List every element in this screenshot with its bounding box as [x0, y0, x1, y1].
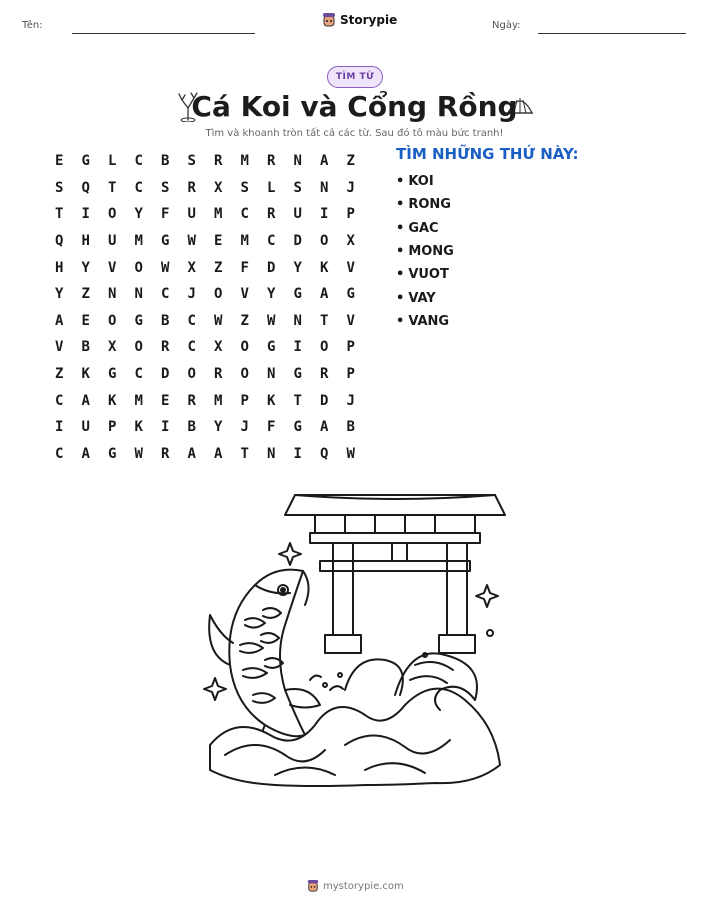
grid-letter[interactable]: Z — [81, 286, 90, 303]
grid-letter[interactable]: Q — [55, 233, 64, 250]
grid-letter[interactable]: G — [134, 312, 143, 329]
grid-letter[interactable]: N — [267, 366, 276, 383]
grid-letter[interactable]: Q — [320, 445, 329, 462]
grid-letter[interactable]: D — [161, 366, 170, 383]
grid-letter[interactable]: O — [134, 339, 143, 356]
grid-letter[interactable]: W — [187, 233, 196, 250]
grid-letter[interactable]: T — [55, 206, 64, 223]
grid-letter[interactable]: R — [187, 392, 196, 409]
grid-letter[interactable]: M — [214, 392, 223, 409]
bullet: • — [396, 313, 405, 329]
word-label: RONG — [408, 197, 451, 213]
grid-letter[interactable]: O — [214, 286, 223, 303]
grid-letter[interactable]: L — [267, 179, 276, 196]
grid-letter[interactable]: K — [134, 419, 143, 436]
grid-row — [46, 308, 364, 335]
word-label: GAC — [408, 220, 439, 236]
grid-row — [46, 281, 364, 308]
grid-letter[interactable]: Q — [81, 179, 90, 196]
bullet: • — [396, 244, 405, 260]
word-list-item — [396, 263, 454, 286]
grid-letter[interactable]: Y — [134, 206, 143, 223]
grid-row — [46, 175, 364, 202]
grid-letter[interactable]: U — [187, 206, 196, 223]
grid-letter[interactable]: E — [214, 233, 223, 250]
grid-letter[interactable]: I — [55, 419, 64, 436]
grid-letter[interactable]: U — [81, 419, 90, 436]
grid-letter[interactable]: U — [108, 233, 117, 250]
grid-letter[interactable]: D — [267, 259, 276, 276]
grid-letter[interactable]: N — [293, 312, 302, 329]
grid-letter[interactable]: H — [81, 233, 90, 250]
grid-letter[interactable]: I — [293, 339, 302, 356]
grid-letter[interactable]: A — [320, 286, 329, 303]
grid-letter[interactable]: K — [267, 392, 276, 409]
grid-letter[interactable]: G — [267, 339, 276, 356]
grid-letter[interactable]: G — [293, 286, 302, 303]
grid-letter[interactable]: X — [214, 179, 223, 196]
instructions: Tìm và khoanh tròn tất cả các từ. Sau đó tô màu bức tranh! — [205, 128, 504, 139]
koi-gate-illustration — [195, 485, 515, 805]
grid-letter[interactable]: W — [267, 312, 276, 329]
grid-letter[interactable]: P — [346, 339, 355, 356]
grid-letter[interactable]: V — [346, 312, 355, 329]
name-label: Tên: — [22, 20, 43, 31]
grid-letter[interactable]: A — [320, 153, 329, 170]
word-list-item — [396, 240, 454, 263]
grid-letter[interactable]: B — [187, 419, 196, 436]
grid-letter[interactable]: C — [55, 392, 64, 409]
grid-letter[interactable]: W — [134, 445, 143, 462]
grid-row — [46, 414, 364, 441]
grid-letter[interactable]: J — [346, 179, 355, 196]
grid-letter[interactable]: O — [320, 233, 329, 250]
grid-letter[interactable]: T — [108, 179, 117, 196]
word-label: KOI — [408, 174, 434, 190]
bullet: • — [396, 197, 405, 213]
grid-letter[interactable]: X — [187, 259, 196, 276]
grid-letter[interactable]: S — [161, 179, 170, 196]
page-title: Cá Koi và Cổng Rồng — [191, 90, 518, 123]
grid-letter[interactable]: M — [134, 233, 143, 250]
grid-letter[interactable]: M — [240, 233, 249, 250]
grid-letter[interactable]: R — [187, 179, 196, 196]
grid-letter[interactable]: E — [55, 153, 64, 170]
grid-letter[interactable]: W — [161, 259, 170, 276]
activity-badge: TÌM TỪ — [327, 66, 383, 88]
grid-letter[interactable]: C — [240, 206, 249, 223]
grid-letter[interactable]: P — [108, 419, 117, 436]
grid-letter[interactable]: W — [214, 312, 223, 329]
word-label: VANG — [408, 313, 450, 329]
grid-row — [46, 228, 364, 255]
grid-letter[interactable]: T — [240, 445, 249, 462]
bullet: • — [396, 267, 405, 283]
footer-url: mystorypie.com — [323, 880, 404, 892]
grid-letter[interactable]: Y — [81, 259, 90, 276]
grid-letter[interactable]: B — [346, 419, 355, 436]
grid-letter[interactable]: G — [108, 366, 117, 383]
grid-letter[interactable]: Z — [346, 153, 355, 170]
brand-logo — [322, 12, 397, 28]
grid-letter[interactable]: B — [161, 153, 170, 170]
grid-letter[interactable]: V — [108, 259, 117, 276]
grid-letter[interactable]: C — [134, 179, 143, 196]
grid-letter[interactable]: R — [320, 366, 329, 383]
grid-letter[interactable]: X — [346, 233, 355, 250]
bullet: • — [396, 290, 405, 306]
grid-letter[interactable]: G — [161, 233, 170, 250]
storypie-mascot-icon — [322, 12, 336, 28]
grid-letter[interactable]: G — [108, 445, 117, 462]
grid-row — [46, 387, 364, 414]
grid-letter[interactable]: A — [320, 419, 329, 436]
bullet: • — [396, 220, 405, 236]
word-list-item — [396, 217, 454, 240]
grid-letter[interactable]: P — [240, 392, 249, 409]
grid-letter[interactable]: F — [267, 419, 276, 436]
grid-letter[interactable]: N — [293, 153, 302, 170]
grid-letter[interactable]: P — [346, 206, 355, 223]
grid-letter[interactable]: D — [320, 392, 329, 409]
grid-letter[interactable]: Y — [214, 419, 223, 436]
grid-letter[interactable]: R — [214, 366, 223, 383]
grid-letter[interactable]: D — [293, 233, 302, 250]
grid-letter[interactable]: G — [81, 153, 90, 170]
grid-letter[interactable]: C — [134, 153, 143, 170]
grid-letter[interactable]: C — [55, 445, 64, 462]
grid-letter[interactable]: O — [108, 206, 117, 223]
grid-letter[interactable]: R — [267, 206, 276, 223]
grid-letter[interactable]: A — [55, 312, 64, 329]
grid-letter[interactable]: B — [161, 312, 170, 329]
grid-letter[interactable]: R — [267, 153, 276, 170]
grid-letter[interactable]: F — [161, 206, 170, 223]
grid-letter[interactable]: Z — [240, 312, 249, 329]
bullet: • — [396, 174, 405, 190]
grid-letter[interactable]: V — [346, 259, 355, 276]
grid-letter[interactable]: C — [187, 312, 196, 329]
grid-letter[interactable]: A — [214, 445, 223, 462]
grid-letter[interactable]: X — [214, 339, 223, 356]
grid-letter[interactable]: L — [108, 153, 117, 170]
grid-letter[interactable]: F — [240, 259, 249, 276]
grid-letter[interactable]: G — [293, 419, 302, 436]
grid-letter[interactable]: J — [240, 419, 249, 436]
date-label: Ngày: — [492, 20, 521, 31]
grid-row — [46, 334, 364, 361]
grid-letter[interactable]: J — [187, 286, 196, 303]
grid-letter[interactable]: B — [81, 339, 90, 356]
grid-row — [46, 148, 364, 175]
grid-letter[interactable]: C — [267, 233, 276, 250]
grid-letter[interactable]: K — [108, 392, 117, 409]
date-line — [538, 33, 686, 34]
grid-letter[interactable]: K — [81, 366, 90, 383]
grid-letter[interactable]: N — [134, 286, 143, 303]
grid-letter[interactable]: M — [134, 392, 143, 409]
grid-letter[interactable]: O — [108, 312, 117, 329]
footer — [307, 879, 404, 893]
grid-letter[interactable]: N — [320, 179, 329, 196]
grid-letter[interactable]: I — [320, 206, 329, 223]
grid-letter[interactable]: S — [55, 179, 64, 196]
grid-letter[interactable]: S — [240, 179, 249, 196]
grid-letter[interactable]: V — [55, 339, 64, 356]
grid-letter[interactable]: G — [293, 366, 302, 383]
word-list-item — [396, 193, 454, 216]
grid-letter[interactable]: C — [161, 286, 170, 303]
grid-letter[interactable]: O — [240, 366, 249, 383]
word-list — [396, 170, 454, 333]
grid-letter[interactable]: I — [161, 419, 170, 436]
grid-letter[interactable]: G — [346, 286, 355, 303]
grid-letter[interactable]: I — [81, 206, 90, 223]
grid-letter[interactable]: O — [134, 259, 143, 276]
grid-letter[interactable]: Y — [293, 259, 302, 276]
grid-letter[interactable]: M — [240, 153, 249, 170]
grid-letter[interactable]: Z — [55, 366, 64, 383]
grid-letter[interactable]: N — [267, 445, 276, 462]
grid-letter[interactable]: E — [161, 392, 170, 409]
grid-letter[interactable]: M — [214, 206, 223, 223]
grid-letter[interactable]: O — [240, 339, 249, 356]
grid-letter[interactable]: K — [320, 259, 329, 276]
grid-letter[interactable]: E — [81, 312, 90, 329]
grid-letter[interactable]: P — [346, 366, 355, 383]
grid-letter[interactable]: V — [240, 286, 249, 303]
grid-letter[interactable]: H — [55, 259, 64, 276]
grid-letter[interactable]: O — [320, 339, 329, 356]
word-list-item — [396, 286, 454, 309]
grid-row — [46, 201, 364, 228]
grid-letter[interactable]: R — [161, 339, 170, 356]
storypie-mascot-icon — [307, 879, 319, 893]
grid-letter[interactable]: O — [187, 366, 196, 383]
word-list-title: TÌM NHỮNG THỨ NÀY: — [396, 145, 579, 163]
brand-name: Storypie — [340, 13, 398, 27]
grid-letter[interactable]: A — [81, 445, 90, 462]
grid-letter[interactable]: T — [320, 312, 329, 329]
grid-row — [46, 361, 364, 388]
word-label: VAY — [408, 290, 436, 306]
grid-row — [46, 254, 364, 281]
grid-letter[interactable]: T — [293, 392, 302, 409]
grid-letter[interactable]: Z — [214, 259, 223, 276]
grid-letter[interactable]: N — [108, 286, 117, 303]
grid-letter[interactable]: C — [134, 366, 143, 383]
name-line — [72, 33, 255, 34]
grid-row — [46, 441, 364, 468]
grid-letter[interactable]: S — [187, 153, 196, 170]
grid-letter[interactable]: C — [187, 339, 196, 356]
grid-letter[interactable]: R — [161, 445, 170, 462]
grid-letter[interactable]: X — [108, 339, 117, 356]
word-search-grid — [46, 148, 364, 467]
grid-letter[interactable]: A — [187, 445, 196, 462]
grid-letter[interactable]: A — [81, 392, 90, 409]
grid-letter[interactable]: W — [346, 445, 355, 462]
grid-letter[interactable]: S — [293, 179, 302, 196]
grid-letter[interactable]: J — [346, 392, 355, 409]
word-label: VUOT — [408, 267, 449, 283]
grid-letter[interactable]: I — [293, 445, 302, 462]
grid-letter[interactable]: Y — [55, 286, 64, 303]
grid-letter[interactable]: R — [214, 153, 223, 170]
word-list-item — [396, 170, 454, 193]
grid-letter[interactable]: U — [293, 206, 302, 223]
word-list-item — [396, 310, 454, 333]
word-label: MONG — [408, 244, 454, 260]
grid-letter[interactable]: Y — [267, 286, 276, 303]
